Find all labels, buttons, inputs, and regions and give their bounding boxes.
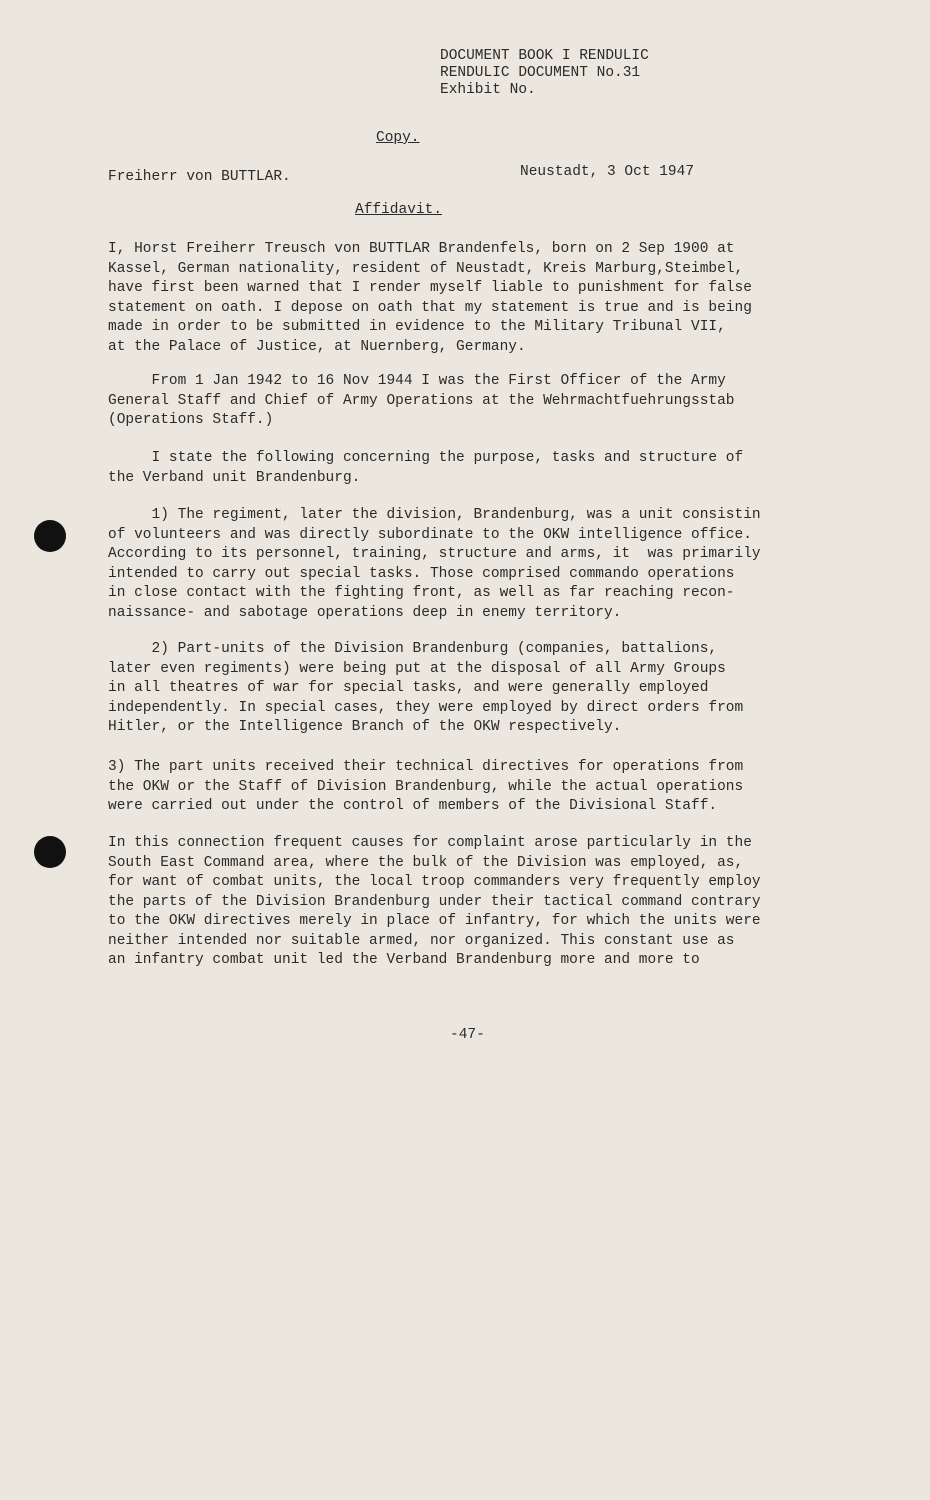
text-line: General Staff and Chief of Army Operations at the Wehrmachtfuehrungsstab	[108, 392, 735, 409]
text-line: naissance- and sabotage operations deep in enemy territory.	[108, 604, 622, 621]
text-line: In this connection frequent causes for complaint arose particularly in the	[108, 835, 752, 851]
paragraph-complaints	[108, 834, 838, 971]
document-header	[440, 48, 649, 99]
text-line: intended to carry out special tasks. Those comprised commando operations	[108, 565, 735, 582]
text-line: have first been warned that I render myself liable to punishment for false	[108, 280, 752, 296]
text-line: I state the following concerning the purpose, tasks and structure of	[108, 450, 744, 466]
paragraph-deponent	[108, 240, 838, 357]
text-line: From 1 Jan 1942 to 16 Nov 1944 I was the First Officer of the Army	[108, 373, 726, 389]
text-line: South East Command area, where the bulk of the Division was employed, as,	[108, 854, 744, 871]
text-line: 1) The regiment, later the division, Brandenburg, was a unit consistin	[108, 507, 761, 523]
text-line: at the Palace of Justice, at Nuernberg, Germany.	[108, 338, 526, 355]
text-line: Hitler, or the Intelligence Branch of the OKW respectively.	[108, 719, 622, 735]
text-line: in all theatres of war for special tasks, and were generally employed	[108, 680, 709, 696]
text-line: the parts of the Division Brandenburg under their tactical command contrary	[108, 893, 761, 910]
sender-name: Freiherr von BUTTLAR.	[108, 169, 291, 185]
document-title: Affidavit.	[355, 202, 443, 218]
dateline: Neustadt, 3 Oct 1947	[520, 164, 695, 180]
header-line-3: Exhibit No.	[440, 82, 536, 98]
paragraph-service	[108, 372, 838, 431]
paragraph-point-1	[108, 506, 838, 623]
text-line: the Verband unit Brandenburg.	[108, 469, 361, 486]
text-line: were carried out under the control of members of the Divisional Staff.	[108, 798, 718, 814]
text-line: of volunteers and was directly subordinate to the OKW intelligence office.	[108, 526, 752, 543]
text-line: the OKW or the Staff of Division Brandenburg, while the actual operations	[108, 778, 744, 795]
paragraph-point-3	[108, 758, 838, 817]
header-line-2: RENDULIC DOCUMENT No.31	[440, 65, 641, 81]
punch-hole-top	[34, 520, 66, 552]
text-line: (Operations Staff.)	[108, 412, 274, 428]
text-line: statement on oath. I depose on oath that my statement is true and is being	[108, 299, 752, 316]
text-line: in close contact with the fighting front, as well as far reaching recon-	[108, 585, 735, 601]
text-line: later even regiments) were being put at the disposal of all Army Groups	[108, 660, 726, 677]
text-line: I, Horst Freiherr Treusch von BUTTLAR Brandenfels, born on 2 Sep 1900 at	[108, 241, 735, 257]
text-line: made in order to be submitted in evidence to the Military Tribunal VII,	[108, 319, 726, 335]
text-line: neither intended nor suitable armed, nor organized. This constant use as	[108, 932, 735, 949]
text-line: for want of combat units, the local troop commanders very frequently employ	[108, 874, 761, 890]
copy-label: Copy.	[376, 130, 420, 146]
text-line: 3) The part units received their technical directives for operations from	[108, 759, 744, 775]
paragraph-statement	[108, 449, 838, 488]
punch-hole-bottom	[34, 836, 66, 868]
text-line: independently. In special cases, they were employed by direct orders from	[108, 699, 744, 716]
page-number: -47-	[450, 1027, 485, 1043]
header-line-1: DOCUMENT BOOK I RENDULIC	[440, 48, 649, 64]
text-line: Kassel, German nationality, resident of Neustadt, Kreis Marburg,Steimbel,	[108, 260, 744, 277]
paragraph-point-2	[108, 640, 838, 738]
text-line: an infantry combat unit led the Verband Brandenburg more and more to	[108, 952, 700, 968]
text-line: 2) Part-units of the Division Brandenburg (companies, battalions,	[108, 641, 718, 657]
text-line: to the OKW directives merely in place of infantry, for which the units were	[108, 913, 761, 929]
text-line: According to its personnel, training, structure and arms, it was primarily	[108, 546, 761, 562]
